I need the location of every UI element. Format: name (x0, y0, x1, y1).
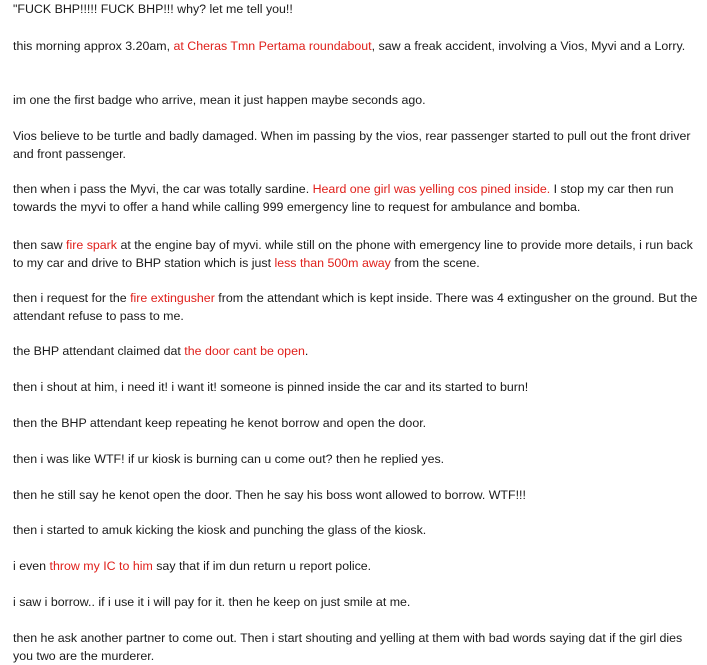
text-segment: im one the first badge who arrive, mean it just happen maybe seconds ago. (13, 93, 426, 107)
text-segment: then he ask another partner to come out. Then i start shouting and yelling at them with bad words saying dat if the girl dies you two are the murderer. (13, 631, 683, 663)
text-segment: I stop my car then run towards the myvi to offer a hand while calling 999 emergency line to request for ambulance and bomba. (13, 182, 674, 214)
paragraph-2 (13, 37, 703, 55)
text-segment: Vios believe to be turtle and badly damaged. When im passing by the vios, rear passenger started to pull out the front driver and front passenger. (13, 129, 691, 161)
text-segment: , saw a freak accident, involving a Vios, Myvi and a Lorry. (371, 39, 686, 53)
text-segment: from the attendant which is kept inside. There was 4 extingusher on the ground. But the attendant refuse to pass to me. (13, 291, 698, 323)
paragraph-14 (13, 557, 703, 575)
text-segment: then when i pass the Myvi, the car was totally sardine. (13, 182, 313, 196)
text-segment: . (304, 344, 309, 358)
highlight-text: less than 500m away (274, 256, 391, 270)
paragraph-7 (13, 289, 703, 325)
text-segment: then saw (13, 238, 67, 252)
paragraph-5 (13, 180, 703, 216)
paragraph-9 (13, 378, 703, 396)
text-segment: this morning approx 3.20am, (13, 39, 174, 53)
text-segment: then he still say he kenot open the door. Then he say his boss wont allowed to borrow. WTF!!! (13, 488, 526, 502)
paragraph-12 (13, 486, 703, 504)
text-segment: then i shout at him, i need it! i want it! someone is pinned inside the car and its started to burn! (13, 380, 529, 394)
highlight-text: fire extingusher (130, 291, 215, 305)
text-segment: from the scene. (390, 256, 480, 270)
paragraph-8 (13, 342, 703, 360)
paragraph-3 (13, 91, 703, 109)
highlight-text: the door cant be open (184, 344, 305, 358)
paragraph-10 (13, 414, 703, 432)
text-segment: say that if im dun return u report police. (152, 559, 372, 573)
paragraph-1 (13, 0, 703, 18)
text-segment: at the engine bay of myvi. while still on the phone with emergency line to provide more details, i run back to my car and drive to BHP station which is just (13, 238, 693, 270)
paragraph-13 (13, 521, 703, 539)
paragraph-4 (13, 127, 703, 163)
paragraph-11 (13, 450, 703, 468)
highlight-text: throw my IC to him (49, 559, 153, 573)
text-segment: i even (13, 559, 50, 573)
highlight-text: at Cheras Tmn Pertama roundabout (173, 39, 372, 53)
text-segment: then i was like WTF! if ur kiosk is burning can u come out? then he replied yes. (13, 452, 445, 466)
highlight-text: Heard one girl was yelling cos pined inside. (312, 182, 551, 196)
text-segment: i saw i borrow.. if i use it i will pay for it. then he keep on just smile at me. (13, 595, 411, 609)
text-segment: the BHP attendant claimed dat (13, 344, 185, 358)
text-segment: then the BHP attendant keep repeating he kenot borrow and open the door. (13, 416, 427, 430)
text-segment: then i request for the (13, 291, 131, 305)
paragraph-15 (13, 593, 703, 611)
text-segment: then i started to amuk kicking the kiosk and punching the glass of the kiosk. (13, 523, 427, 537)
text-segment: "FUCK BHP!!!!! FUCK BHP!!! why? let me tell you!! (13, 2, 293, 16)
paragraph-6 (13, 236, 703, 272)
highlight-text: fire spark (66, 238, 118, 252)
paragraph-16 (13, 629, 703, 665)
